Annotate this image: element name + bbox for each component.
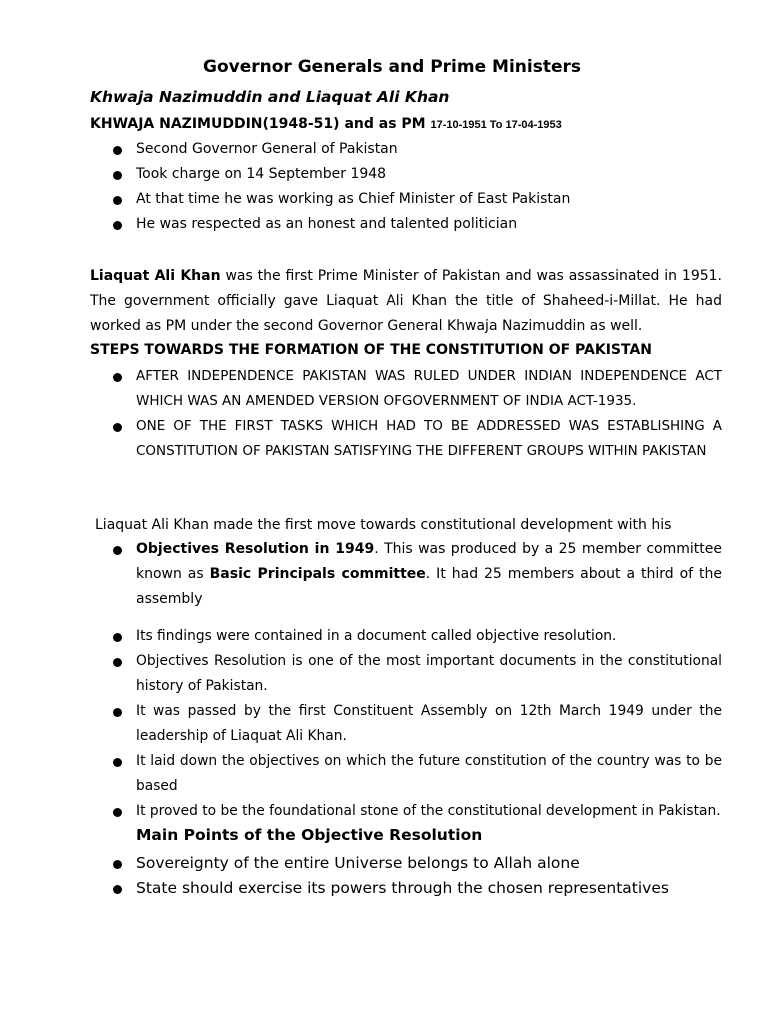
bullet-icon [113,423,122,432]
list-item: Second Governor General of Pakistan [90,137,722,162]
bullet-icon [113,658,122,667]
bullet-icon [113,633,122,642]
constitution-heading: STEPS TOWARDS THE FORMATION OF THE CONSTITUTION OF PAKISTAN [90,342,653,358]
bullet-icon [113,221,122,230]
bullet-icon [113,758,122,767]
list-item: It laid down the objectives on which the future constitution of the country was to be based [90,749,722,799]
bullet-icon [113,860,122,869]
bullet-icon [113,546,122,555]
list-item: State should exercise its powers through the chosen representatives [90,876,722,901]
list-item: ONE OF THE FIRST TASKS WHICH HAD TO BE ADDRESSED WAS ESTABLISHING A CONSTITUTION OF PAKISTAN SATISFYING THE DIFFERENT GROUPS WITHIN PAKISTAN [90,414,722,464]
bullet-icon [113,373,122,382]
first-move-paragraph: Liaquat Ali Khan made the first move towards constitutional development with his [95,517,672,533]
main-points-heading: Main Points of the Objective Resolution [136,826,483,844]
bullet-icon [113,808,122,817]
main-points-list [90,851,722,901]
liaquat-name: Liaquat Ali Khan [90,268,221,284]
bullet-icon [113,708,122,717]
page-title: Governor Generals and Prime Ministers [203,57,581,77]
bullet-icon [113,146,122,155]
objectives-list [90,537,722,612]
bullet-icon [113,885,122,894]
list-item: Its findings were contained in a document called objective resolution. [90,624,722,649]
list-item: It proved to be the foundational stone of the constitutional development in Pakistan. [90,799,722,824]
resolution-list [90,624,722,824]
list-item: Sovereignty of the entire Universe belongs to Allah alone [90,851,722,876]
subtitle: Khwaja Nazimuddin and Liaquat Ali Khan [90,88,450,106]
list-item: Took charge on 14 September 1948 [90,162,722,187]
list-item: At that time he was working as Chief Minister of East Pakistan [90,187,722,212]
bullet-icon [113,171,122,180]
liaquat-paragraph: Liaquat Ali Khan was the first Prime Minister of Pakistan and was assassinated in 1951. The government officially gave Liaquat Ali Khan the title of Shaheed-i-Millat. He had worked as PM under the second Governor General Khwaja Nazimuddin as well. [90,268,722,334]
list-item: Objectives Resolution is one of the most important documents in the constitutional history of Pakistan. [90,649,722,699]
constitution-list [90,364,722,464]
list-item: Objectives Resolution in 1949. This was produced by a 25 member committee known as Basic Principals committee. It had 25 members about a third of the assembly [90,537,722,612]
nazimuddin-list [90,137,722,237]
bullet-icon [113,196,122,205]
list-item: AFTER INDEPENDENCE PAKISTAN WAS RULED UNDER INDIAN INDEPENDENCE ACT WHICH WAS AN AMENDED VERSION OFGOVERNMENT OF INDIA ACT-1935. [90,364,722,414]
list-item: He was respected as an honest and talented politician [90,212,722,237]
list-item: It was passed by the first Constituent Assembly on 12th March 1949 under the leadership of Liaquat Ali Khan. [90,699,722,749]
section-heading-nazimuddin [90,116,562,132]
pm-dates: 17-10-1951 To 17-04-1953 [430,119,562,131]
heading-text: KHWAJA NAZIMUDDIN(1948-51) and as PM [90,116,431,132]
